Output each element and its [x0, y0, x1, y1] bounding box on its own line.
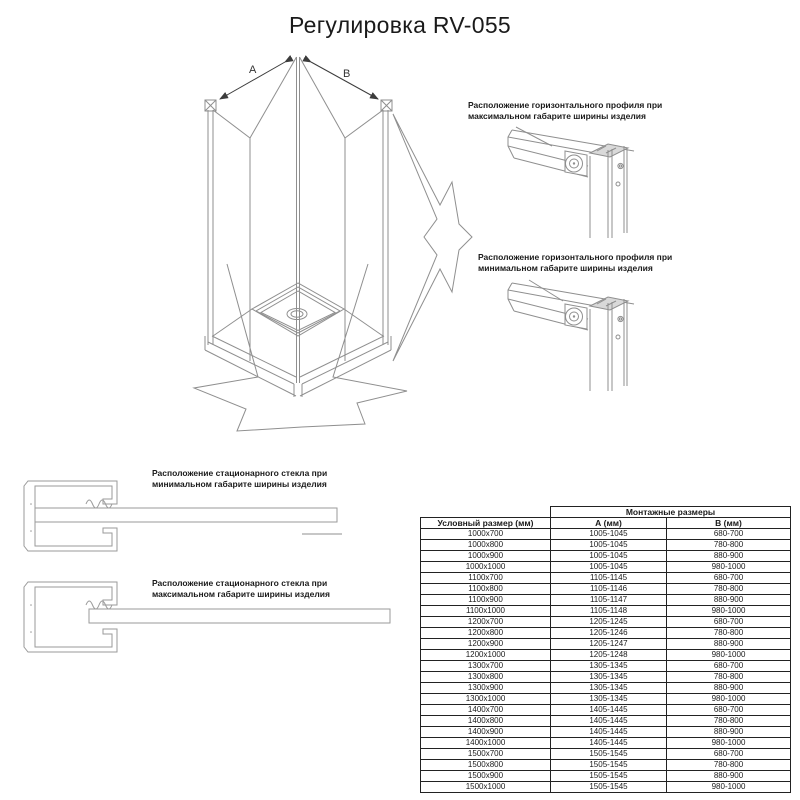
- col-header-a: А (мм): [551, 518, 667, 529]
- table-cell: 1405-1445: [551, 716, 667, 727]
- table-cell: 780-800: [667, 760, 791, 771]
- table-row: [421, 727, 791, 738]
- table-row: [421, 672, 791, 683]
- table-cell: 1500x900: [421, 771, 551, 782]
- table-row: [421, 573, 791, 584]
- table-row: [421, 760, 791, 771]
- table-cell: 1105-1147: [551, 595, 667, 606]
- table-blank-cell: [421, 507, 551, 518]
- table-cell: 1505-1545: [551, 760, 667, 771]
- corner-bracket-left: [205, 100, 216, 111]
- table-cell: 980-1000: [667, 650, 791, 661]
- table-cell: 1000x900: [421, 551, 551, 562]
- table-cell: 1100x1000: [421, 606, 551, 617]
- table-cell: 880-900: [667, 551, 791, 562]
- table-row: [421, 606, 791, 617]
- callout-glass-max: Расположение стационарного стекла при максимальном габарите ширины изделия: [152, 578, 330, 599]
- table-row: [421, 694, 791, 705]
- table-row: [421, 716, 791, 727]
- glass-section-min: [24, 481, 342, 551]
- table-cell: 1305-1345: [551, 683, 667, 694]
- page-title: Регулировка RV-055: [288, 12, 512, 38]
- table-cell: 1105-1145: [551, 573, 667, 584]
- table-row: [421, 617, 791, 628]
- arrow-to-bottom-details: [194, 264, 407, 431]
- table-cell: 1005-1045: [551, 540, 667, 551]
- table-cell: 680-700: [667, 529, 791, 540]
- shower-enclosure-drawing: [205, 57, 392, 397]
- table-row: [421, 551, 791, 562]
- table-cell: 680-700: [667, 617, 791, 628]
- table-row: [421, 771, 791, 782]
- table-cell: 1205-1248: [551, 650, 667, 661]
- table-cell: 1300x800: [421, 672, 551, 683]
- table-cell: 1200x1000: [421, 650, 551, 661]
- table-cell: 780-800: [667, 672, 791, 683]
- table-cell: 780-800: [667, 584, 791, 595]
- horizontal-profile-detail-min: [508, 283, 634, 391]
- table-cell: 980-1000: [667, 782, 791, 793]
- shower-tray: [252, 283, 344, 336]
- table-row: [421, 595, 791, 606]
- table-cell: 1400x1000: [421, 738, 551, 749]
- callout-horizontal-max: Расположение горизонтального профиля при максимальном габарите ширины изделия: [468, 100, 663, 121]
- table-row: [421, 705, 791, 716]
- table-cell: 880-900: [667, 771, 791, 782]
- table-row: [421, 749, 791, 760]
- table-cell: 1505-1545: [551, 782, 667, 793]
- table-cell: 1000x700: [421, 529, 551, 540]
- table-cell: 1005-1045: [551, 551, 667, 562]
- table-header-row: [421, 518, 791, 529]
- table-cell: 1400x700: [421, 705, 551, 716]
- table-cell: 1005-1045: [551, 529, 667, 540]
- table-cell: 880-900: [667, 639, 791, 650]
- table-cell: 1105-1146: [551, 584, 667, 595]
- table-cell: 1305-1345: [551, 672, 667, 683]
- table-cell: 1200x900: [421, 639, 551, 650]
- horizontal-profile-detail-max: [508, 130, 634, 238]
- table-cell: 780-800: [667, 716, 791, 727]
- dimension-label-b: B: [343, 68, 351, 80]
- dimension-label-a: A: [249, 64, 257, 76]
- table-group-header: Монтажные размеры: [551, 507, 791, 518]
- table-cell: 980-1000: [667, 738, 791, 749]
- table-cell: 1400x800: [421, 716, 551, 727]
- table-cell: 1205-1247: [551, 639, 667, 650]
- table-cell: 1205-1246: [551, 628, 667, 639]
- table-cell: 680-700: [667, 749, 791, 760]
- table-cell: 1505-1545: [551, 749, 667, 760]
- table-row: [421, 683, 791, 694]
- table-row: [421, 540, 791, 551]
- table-cell: 1100x700: [421, 573, 551, 584]
- table-cell: 1400x900: [421, 727, 551, 738]
- table-cell: 1405-1445: [551, 705, 667, 716]
- table-cell: 780-800: [667, 628, 791, 639]
- table-cell: 880-900: [667, 683, 791, 694]
- table-cell: 1100x800: [421, 584, 551, 595]
- table-cell: 680-700: [667, 661, 791, 672]
- table-cell: 1300x1000: [421, 694, 551, 705]
- table-row: [421, 584, 791, 595]
- table-cell: 680-700: [667, 705, 791, 716]
- table-cell: 980-1000: [667, 606, 791, 617]
- table-row: [421, 650, 791, 661]
- col-header-b: В (мм): [667, 518, 791, 529]
- table-group-header-row: [421, 507, 791, 518]
- table-row: [421, 661, 791, 672]
- table-row: [421, 782, 791, 793]
- arrow-to-right-details: [393, 114, 472, 361]
- table-cell: 1500x1000: [421, 782, 551, 793]
- table-row: [421, 738, 791, 749]
- table-cell: 1405-1445: [551, 738, 667, 749]
- table-cell: 1405-1445: [551, 727, 667, 738]
- mounting-dimensions-table: [420, 506, 791, 793]
- table-row: [421, 562, 791, 573]
- table-cell: 1300x900: [421, 683, 551, 694]
- table-row: [421, 529, 791, 540]
- table-cell: 1300x700: [421, 661, 551, 672]
- table-cell: 680-700: [667, 573, 791, 584]
- table-cell: 1100x900: [421, 595, 551, 606]
- table-row: [421, 628, 791, 639]
- table-cell: 980-1000: [667, 562, 791, 573]
- table-cell: 1000x800: [421, 540, 551, 551]
- table-cell: 1205-1245: [551, 617, 667, 628]
- table-cell: 980-1000: [667, 694, 791, 705]
- table-cell: 1000x1000: [421, 562, 551, 573]
- table-cell: 1305-1345: [551, 694, 667, 705]
- table-cell: 1505-1545: [551, 771, 667, 782]
- table-cell: 1500x700: [421, 749, 551, 760]
- table-cell: 1500x800: [421, 760, 551, 771]
- corner-bracket-right: [381, 100, 392, 111]
- table-cell: 1305-1345: [551, 661, 667, 672]
- table-cell: 1200x800: [421, 628, 551, 639]
- table-row: [421, 639, 791, 650]
- table-cell: 1105-1148: [551, 606, 667, 617]
- table-cell: 1005-1045: [551, 562, 667, 573]
- leader-line-max: [516, 127, 552, 146]
- callout-glass-min: Расположение стационарного стекла при минимальном габарите ширины изделия: [152, 468, 328, 489]
- table-cell: 780-800: [667, 540, 791, 551]
- table-cell: 880-900: [667, 727, 791, 738]
- callout-horizontal-min: Расположение горизонтального профиля при минимальном габарите ширины изделия: [478, 252, 673, 273]
- table-body: [421, 529, 791, 793]
- table-cell: 880-900: [667, 595, 791, 606]
- table-cell: 1200x700: [421, 617, 551, 628]
- col-header-size: Условный размер (мм): [421, 518, 551, 529]
